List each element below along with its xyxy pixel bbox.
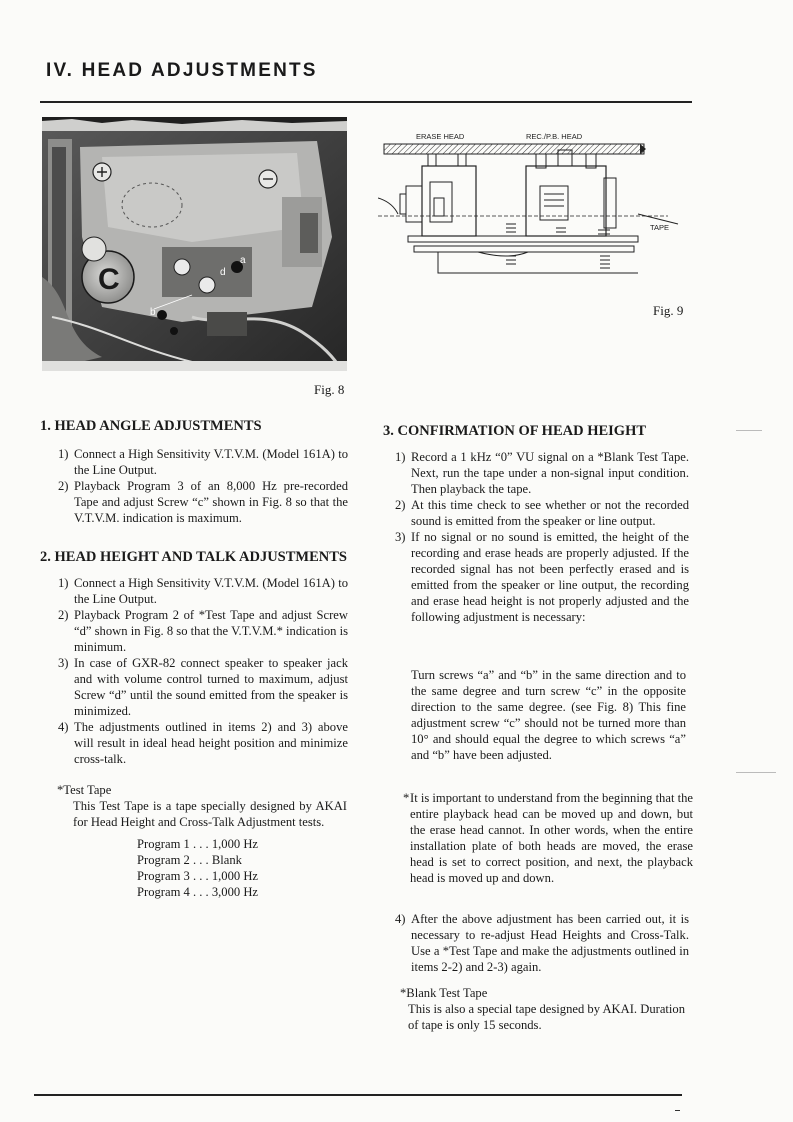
fig9-label-rec-pb-head: REC./P.B. HEAD (526, 132, 583, 141)
top-rule (40, 101, 692, 103)
fig9-label-erase-head: ERASE HEAD (416, 132, 465, 141)
blank-test-tape-note (400, 985, 685, 1033)
program-item: Program 1 . . . 1,000 Hz (137, 837, 259, 851)
list-item: 4) The adjustments outlined in items 2) and 3) above will result in ideal head height position and minimize cross-talk. (58, 720, 348, 766)
list-item: 1) Connect a High Sensitivity V.T.V.M. (Model 161A) to the Line Output. (58, 576, 348, 606)
fig8-callout-a: a (240, 255, 246, 266)
fig8-callout-c: C (98, 263, 120, 296)
program-item: Program 4 . . . 3,000 Hz (137, 885, 259, 899)
page-heading: IV. HEAD ADJUSTMENTS (46, 60, 318, 81)
fig8-caption: Fig. 8 (314, 382, 345, 397)
section-3-important-note: * It is important to understand from the beginning that the entire playback head can be moved up and down, but the erase head cannot. In other words, when the entire installation plate of both heads are moved, the erase head is set to correct position, and next, the playback head is moved up and down. (403, 791, 693, 885)
fig9-label-tape: TAPE (650, 223, 670, 232)
list-item: 2) At this time check to see whether or not the recorded sound is emitted from the speaker or line output. (395, 498, 689, 528)
test-tape-title: *Test Tape (57, 783, 112, 797)
blank-tape-text: This is also a special tape designed by AKAI. Duration of tape is only 15 seconds. (408, 1002, 686, 1032)
list-item: 3) If no signal or no sound is emitted, the height of the recording and erase heads are properly adjusted. If the recorded signal has not been perfectly erased and is emitted from the speaker or line output, the recording and erase head height is not properly adjusted and the following adjustment is necessary: (395, 530, 689, 624)
section-1-title: 1. HEAD ANGLE ADJUSTMENTS (40, 418, 262, 434)
fig9-caption: Fig. 9 (653, 303, 684, 318)
margin-mark (736, 772, 776, 773)
program-item: Program 3 . . . 1,000 Hz (137, 869, 259, 883)
fig9-head-diagram (378, 128, 684, 288)
blank-tape-title: *Blank Test Tape (400, 986, 488, 1000)
section-3-item-4 (395, 911, 689, 975)
section-3-list (395, 449, 689, 625)
section-2-list (58, 575, 348, 767)
section-3-title: 3. CONFIRMATION OF HEAD HEIGHT (383, 423, 647, 439)
fig8-callout-d: d (220, 267, 226, 278)
section-2-title: 2. HEAD HEIGHT AND TALK ADJUSTMENTS (40, 549, 347, 565)
fig8-mechanism-image (42, 117, 347, 371)
list-item: 1) Record a 1 kHz “0” VU signal on a *Blank Test Tape. Next, run the tape under a non-signal input condition. Then playback the tape. (395, 450, 689, 496)
page-mark (675, 1110, 680, 1111)
list-item: 1) Connect a High Sensitivity V.T.V.M. (Model 161A) to the Line Output. (58, 447, 348, 477)
list-item: 4) After the above adjustment has been carried out, it is necessary to re-adjust Head Heights and Cross-Talk. Use a *Test Tape and make the adjustments outlined in items 2-2) and 2-3) again. (395, 912, 689, 974)
list-item: 2) Playback Program 3 of an 8,000 Hz pre-recorded Tape and adjust Screw “c” shown in Fig. 8 so that the V.T.V.M. indication is maximum. (58, 479, 348, 525)
fig8-callout-b: b (150, 307, 156, 318)
list-item: 3) In case of GXR-82 connect speaker to speaker jack and with volume control turned to maximum, adjust Screw “d” until the sound emitted from the speaker is minimized. (58, 656, 348, 718)
section-3-adjustment-paragraph: Turn screws “a” and “b” in the same direction and to the same degree and turn screw “c” in the opposite direction to the same degree. (see Fig. 8) This fine adjustment screw “c” should not be turned more than 10° and should equal the degree to which screws “a” and “b” have been adjusted. (411, 668, 686, 762)
fig8-photo (42, 117, 347, 371)
program-item: Program 2 . . . Blank (137, 853, 242, 867)
margin-mark (736, 430, 762, 431)
list-item: 2) Playback Program 2 of *Test Tape and adjust Screw “d” shown in Fig. 8 so that the V.T.V.M.* indication is minimum. (58, 608, 348, 654)
test-tape-text: This Test Tape is a tape specially designed by AKAI for Head Height and Cross-Talk Adjustment tests. (73, 799, 347, 829)
section-1-list (58, 446, 348, 526)
bottom-rule (34, 1094, 682, 1096)
program-list (57, 836, 347, 900)
test-tape-note (57, 782, 347, 900)
